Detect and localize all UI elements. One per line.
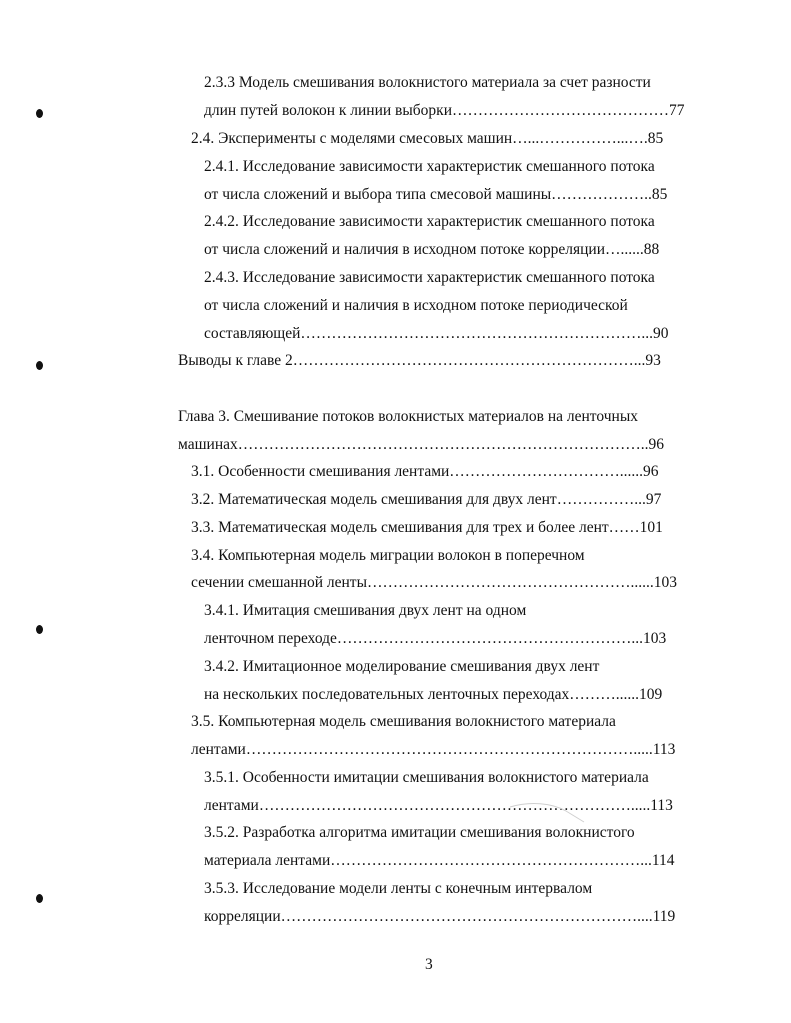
toc-line-text: от числа сложений и наличия в исходном потоке корреляции…......88 bbox=[204, 241, 660, 258]
punch-hole-3 bbox=[36, 625, 43, 634]
toc-line bbox=[204, 213, 655, 231]
page-number: 3 bbox=[425, 956, 433, 973]
toc-line bbox=[178, 436, 664, 454]
toc-line bbox=[204, 880, 592, 898]
toc-line-text: Глава 3. Смешивание потоков волокнистых материалов на ленточных bbox=[178, 408, 638, 425]
toc-line bbox=[204, 630, 666, 648]
toc-line bbox=[204, 74, 651, 92]
toc-line bbox=[204, 602, 526, 620]
toc-line-text: длин путей волокон к линии выборки……………………………………77 bbox=[204, 102, 685, 119]
toc-line-text: материала лентами……………………………………………………...114 bbox=[204, 852, 675, 869]
toc-line bbox=[204, 824, 635, 842]
toc-line-text: 3.4.1. Имитация смешивания двух лент на одном bbox=[204, 602, 527, 619]
toc-line bbox=[204, 297, 628, 315]
toc-line bbox=[204, 797, 673, 815]
toc-line bbox=[191, 463, 659, 481]
toc-line bbox=[191, 741, 675, 759]
toc-line-text: 3.4.2. Имитационное моделирование смешивания двух лент bbox=[204, 658, 600, 675]
toc-line bbox=[178, 408, 638, 426]
toc-line-text: ленточном переходе…………………………………………………...103 bbox=[204, 630, 667, 647]
punch-hole-4 bbox=[36, 894, 43, 903]
toc-line-text: 3.1. Особенности смешивания лентами……………………………......96 bbox=[191, 463, 659, 480]
toc-line-text: 2.4.2. Исследование зависимости характеристик смешанного потока bbox=[204, 213, 655, 230]
toc-line-text: от числа сложений и выбора типа смесовой машины………………..85 bbox=[204, 186, 668, 203]
toc-line bbox=[204, 186, 667, 204]
toc-line bbox=[191, 130, 663, 148]
punch-hole-2 bbox=[36, 361, 43, 370]
toc-line-text: 2.3.3 Модель смешивания волокнистого материала за счет разности bbox=[204, 74, 651, 91]
toc-line-text: 3.5. Компьютерная модель смешивания волокнистого материала bbox=[191, 713, 616, 730]
toc-line-text: 3.3. Математическая модель смешивания для трех и более лент……101 bbox=[191, 519, 663, 536]
toc-line-text: сечении смешанной ленты……………………………………………......103 bbox=[191, 574, 677, 591]
toc-line bbox=[204, 769, 649, 787]
toc-line-text: лентами………………………………………………………………….....113 bbox=[191, 741, 676, 758]
toc-line bbox=[204, 686, 662, 704]
toc-line-text: Выводы к главе 2…………………………………………………………...93 bbox=[178, 352, 661, 369]
toc-line-text: составляющей…………………………………………………………...90 bbox=[204, 325, 669, 342]
toc-line-text: 3.2. Математическая модель смешивания для двух лент……………...97 bbox=[191, 491, 662, 508]
toc-line bbox=[204, 908, 675, 926]
toc-line bbox=[204, 241, 659, 259]
toc-line-text: 3.5.3. Исследование модели ленты с конечным интервалом bbox=[204, 880, 593, 897]
toc-line bbox=[191, 519, 663, 537]
toc-line bbox=[191, 713, 616, 731]
toc-line bbox=[204, 158, 655, 176]
toc-line-text: корреляции……………………………………………………………....119 bbox=[204, 908, 676, 925]
toc-line-text: 3.5.1. Особенности имитации смешивания волокнистого материала bbox=[204, 769, 649, 786]
toc-line-text: лентами……………………………………………………………….....113 bbox=[204, 797, 673, 814]
punch-hole-1 bbox=[36, 109, 43, 118]
toc-line bbox=[204, 269, 655, 287]
toc-line bbox=[204, 102, 685, 120]
toc-line-text: 2.4.1. Исследование зависимости характеристик смешанного потока bbox=[204, 158, 655, 175]
toc-line-text: 3.5.2. Разработка алгоритма имитации смешивания волокнистого bbox=[204, 824, 635, 841]
toc-line-text: машинах……………………………………………………………………..96 bbox=[178, 436, 664, 453]
toc-line bbox=[191, 491, 661, 509]
toc-line bbox=[178, 352, 661, 370]
toc-line-text: на нескольких последовательных ленточных переходах………......109 bbox=[204, 686, 663, 703]
toc-line bbox=[191, 574, 677, 592]
toc-line bbox=[204, 325, 669, 343]
toc-line-text: 3.4. Компьютерная модель миграции волокон в поперечном bbox=[191, 547, 585, 564]
toc-line bbox=[191, 547, 585, 565]
toc-line-text: 2.4. Эксперименты с моделями смесовых машин…...……………...….85 bbox=[191, 130, 664, 147]
toc-line-text: 2.4.3. Исследование зависимости характеристик смешанного потока bbox=[204, 269, 655, 286]
toc-line-text: от числа сложений и наличия в исходном потоке периодической bbox=[204, 297, 628, 314]
toc-line bbox=[204, 852, 675, 870]
toc-line bbox=[204, 658, 599, 676]
scan-artifact-mark bbox=[506, 795, 596, 825]
